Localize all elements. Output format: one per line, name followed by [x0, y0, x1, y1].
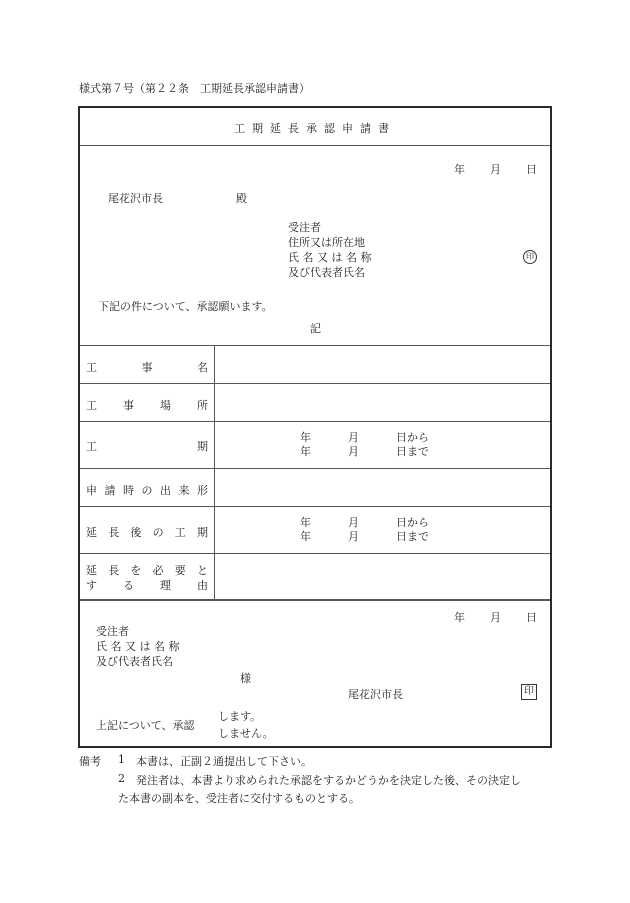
- contractor-role: 受注者: [96, 625, 129, 638]
- divider: [80, 421, 550, 422]
- divider: [80, 468, 550, 469]
- divider: [80, 345, 550, 346]
- contractor-honorific: 様: [240, 672, 251, 685]
- option-reject[interactable]: しません。: [218, 727, 274, 740]
- note-1-num: 1: [118, 753, 125, 766]
- construction-period-field[interactable]: 年 月 日から 年 月 日まで: [300, 431, 429, 458]
- contractor-rep-label: 及び代表者氏名: [96, 655, 173, 668]
- contractor-name-label: 氏 名 又 は 名 称: [96, 640, 180, 653]
- application-form: [78, 106, 552, 748]
- divider: [80, 383, 550, 384]
- seal-icon: 印: [523, 250, 537, 264]
- applicant-block[interactable]: [288, 220, 371, 280]
- addressee-honorific: 殿: [236, 192, 247, 205]
- divider: [80, 506, 550, 507]
- label-extended-period: 延 長 後 の 工 期: [86, 526, 208, 539]
- applicant-role: 受注者: [288, 221, 321, 234]
- seal-box-icon: 印: [521, 684, 537, 700]
- date-day: 日: [526, 163, 537, 176]
- label-construction-site: 工 事 場 所: [86, 399, 208, 412]
- contractor-block: [96, 624, 179, 669]
- applicant-name-label: 氏 名 又 は 名 称: [288, 251, 372, 264]
- divider: [80, 599, 550, 601]
- approval-options[interactable]: [218, 708, 274, 742]
- divider: [80, 145, 550, 146]
- divider: [80, 553, 550, 554]
- ki-label: 記: [310, 322, 321, 335]
- applicant-address-label: 住所又は所在地: [288, 236, 365, 249]
- application-date[interactable]: [454, 161, 537, 177]
- reason-field[interactable]: [216, 555, 550, 599]
- note-2-text: 発注者は、本書より求められた承認をするかどうかを決定した後、その決定し: [136, 774, 521, 787]
- label-reason-line1: 延 長 を 必 要 と: [86, 564, 208, 577]
- approval-text: 上記について、承認: [96, 719, 195, 732]
- document-title: 工期延長承認申請書: [234, 122, 396, 135]
- extended-period-field[interactable]: 年 月 日から 年 月 日まで: [300, 516, 429, 543]
- construction-site-field[interactable]: [216, 385, 550, 421]
- construction-name-field[interactable]: [216, 347, 550, 383]
- mayor-name: 尾花沢市長: [348, 688, 403, 701]
- approval-date[interactable]: 年 月 日: [454, 611, 537, 624]
- label-construction-period: 工 期: [86, 440, 208, 453]
- notes-label: 備考: [79, 755, 101, 768]
- date-month: 月: [490, 163, 501, 176]
- form-number: 様式第７号（第２２条 工期延長承認申請書）: [79, 82, 310, 95]
- label-progress-at-application: 申 請 時 の 出 来 形: [86, 484, 208, 497]
- progress-field[interactable]: [216, 470, 550, 506]
- addressee-name: 尾花沢市長: [108, 192, 163, 205]
- note-2-num: 2: [118, 772, 125, 785]
- date-year: 年: [454, 163, 465, 176]
- label-reason-line2: す る 理 由: [86, 579, 208, 592]
- note-2-text-cont: た本書の副本を、受注者に交付するものとする。: [118, 792, 360, 805]
- note-1-text: 本書は、正副２通提出して下さい。: [136, 755, 312, 768]
- label-construction-name: 工 事 名: [86, 361, 208, 374]
- option-approve[interactable]: します。: [218, 710, 262, 723]
- request-text: 下記の件について、承認願います。: [98, 300, 273, 313]
- applicant-rep-label: 及び代表者氏名: [288, 266, 365, 279]
